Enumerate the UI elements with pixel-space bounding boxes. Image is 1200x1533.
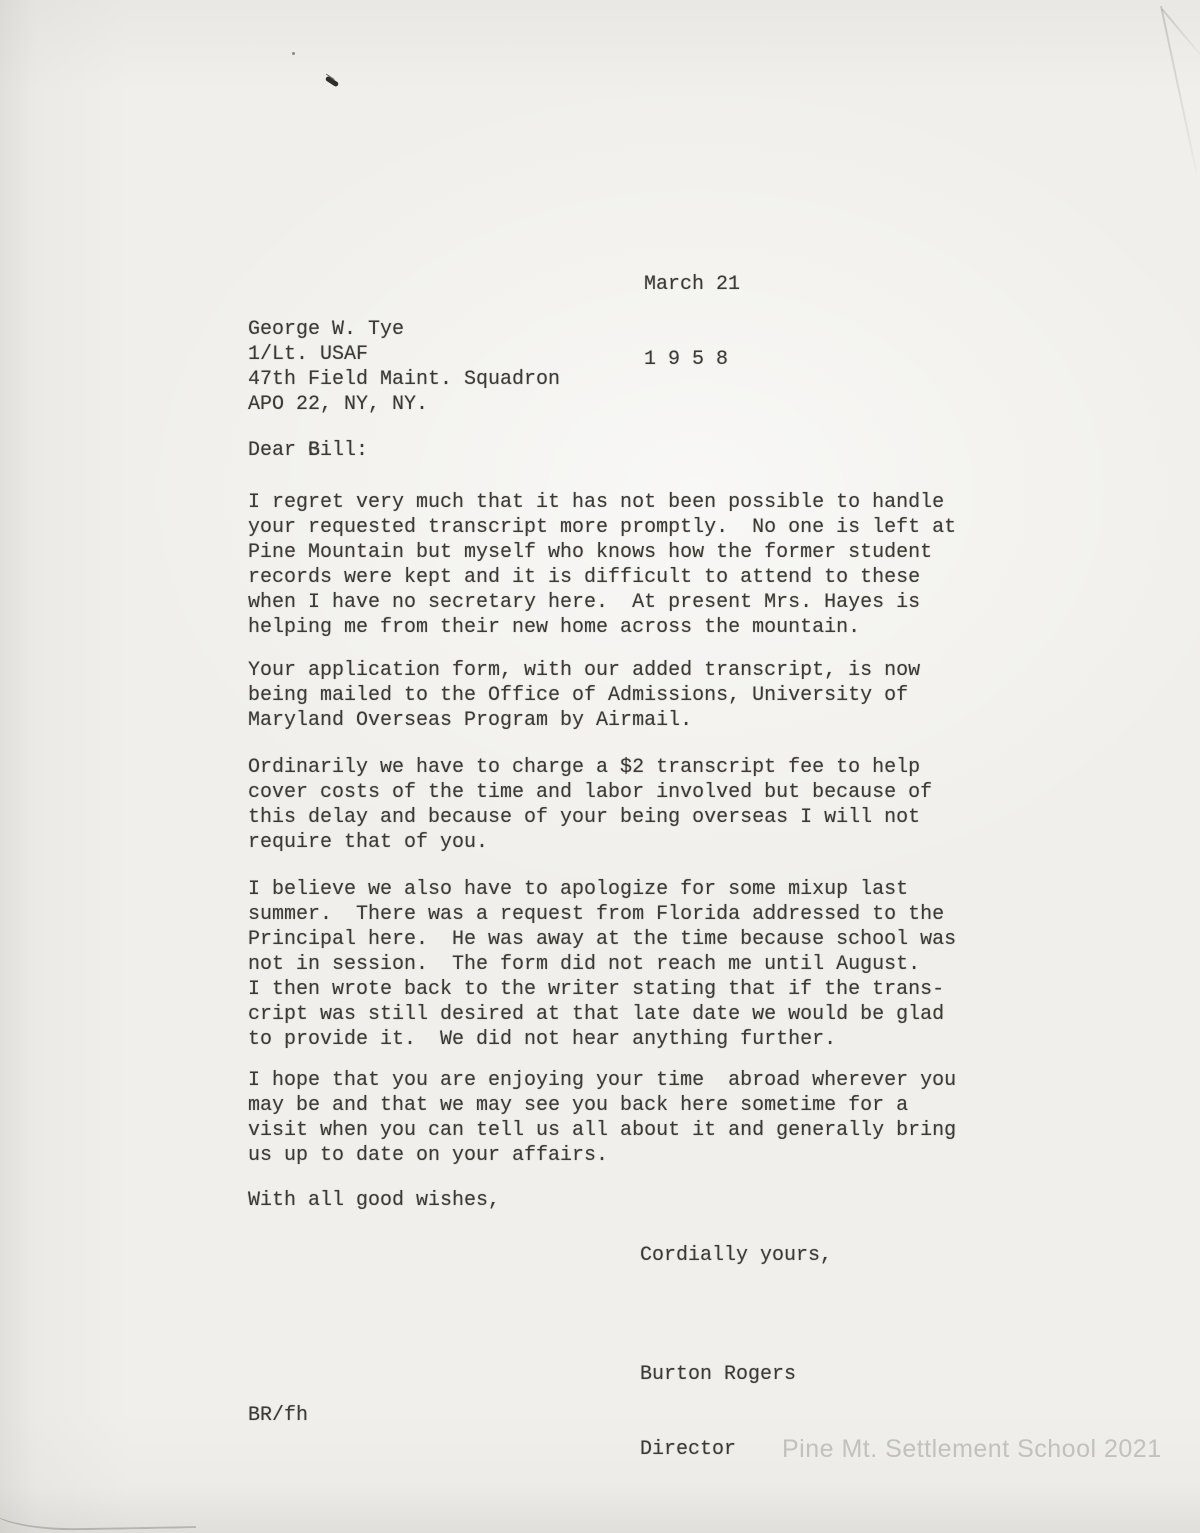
typed-line: I regret very much that it has not been possible to handle [248, 491, 945, 514]
closing-formal: Cordially yours, [640, 1244, 833, 1267]
typed-line: 47th Field Maint. Squadron [248, 368, 561, 391]
typed-line: Ordinarily we have to charge a $2 transcript fee to help [248, 756, 921, 779]
typed-line: APO 22, NY, NY. [248, 393, 429, 416]
typed-line: require that of you. [248, 831, 489, 854]
signature-name: Burton Rogers [640, 1363, 797, 1386]
signature-block [640, 1312, 796, 1512]
date-month-day: March 21 [644, 273, 741, 296]
typed-line: your requested transcript more promptly. No one is left at [248, 516, 957, 539]
typed-line: Maryland Overseas Program by Airmail. [248, 709, 693, 732]
reference-initials: BR/fh [248, 1404, 309, 1427]
typed-line: Pine Mountain but myself who knows how the former student [248, 541, 933, 564]
typed-line: I then wrote back to the writer stating that if the trans- [248, 978, 945, 1001]
typed-line: summer. There was a request from Florida addressed to the [248, 903, 945, 926]
salutation-suffix: ill: [320, 439, 369, 462]
salutation-prefix: Dear [248, 439, 309, 462]
body-paragraph-4 [248, 877, 956, 1052]
recipient-address [248, 317, 560, 417]
typed-line: us up to date on your affairs. [248, 1144, 609, 1167]
date-block [644, 222, 740, 422]
typed-line: helping me from their new home across the mountain. [248, 616, 861, 639]
typed-line: cript was still desired at that late date we would be glad [248, 1003, 945, 1026]
typed-line: I believe we also have to apologize for some mixup last [248, 878, 909, 901]
ink-speck [325, 76, 339, 88]
body-paragraph-5 [248, 1068, 956, 1168]
watermark: Pine Mt. Settlement School 2021 [782, 1435, 1162, 1463]
typed-line: being mailed to the Office of Admissions, University of [248, 684, 909, 707]
body-paragraph-3 [248, 755, 932, 855]
salutation [248, 438, 368, 463]
typed-line: may be and that we may see you back here sometime for a [248, 1094, 909, 1117]
typed-line: cover costs of the time and labor involved but because of [248, 781, 933, 804]
typed-line: I hope that you are enjoying your time abroad wherever you [248, 1069, 957, 1092]
typed-line: to provide it. We did not hear anything further. [248, 1028, 837, 1051]
typed-line: visit when you can tell us all about it and generally bring [248, 1119, 957, 1142]
salutation-overstrike: G B [308, 438, 320, 463]
typed-line: Your application form, with our added transcript, is now [248, 659, 921, 682]
signature-title: Director [640, 1438, 737, 1461]
ink-dot [292, 52, 295, 55]
typed-line: when I have no secretary here. At present Mrs. Hayes is [248, 591, 921, 614]
closing-informal: With all good wishes, [248, 1189, 501, 1212]
typed-line: Principal here. He was away at the time because school was [248, 928, 957, 951]
typed-line: not in session. The form did not reach me until August. [248, 953, 921, 976]
fold-crease-topright [1146, 0, 1200, 210]
body-paragraph-1 [248, 490, 956, 640]
date-year: 1 9 5 8 [644, 348, 729, 371]
fold-crease-bottomleft [0, 1500, 196, 1532]
typed-line: this delay and because of your being overseas I will not [248, 806, 921, 829]
typed-line: records were kept and it is difficult to attend to these [248, 566, 921, 589]
typed-line: George W. Tye [248, 318, 405, 341]
typed-line: 1/Lt. USAF [248, 343, 369, 366]
body-paragraph-2 [248, 658, 920, 733]
